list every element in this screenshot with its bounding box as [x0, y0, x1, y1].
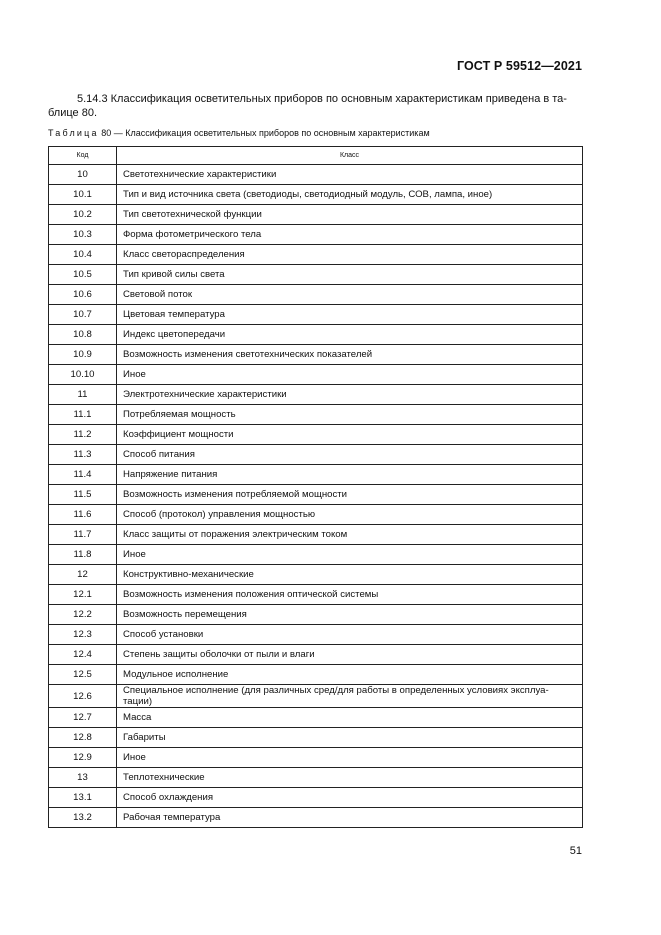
row-class: Цветовая температура: [117, 305, 583, 325]
row-code: 10.10: [49, 365, 117, 385]
row-class: Коэффициент мощности: [117, 425, 583, 445]
table-row: [49, 205, 583, 225]
row-class: Возможность изменения потребляемой мощности: [117, 485, 583, 505]
row-code: 10.6: [49, 285, 117, 305]
page-number: 51: [569, 845, 582, 857]
table-row: [49, 465, 583, 485]
row-code: 10.2: [49, 205, 117, 225]
table-row: [49, 445, 583, 465]
row-class: Способ (протокол) управления мощностью: [117, 505, 583, 525]
table-row: [49, 605, 583, 625]
row-code: 12.5: [49, 665, 117, 685]
table-row: [49, 425, 583, 445]
header-class: Класс: [117, 147, 583, 165]
row-code: 10.7: [49, 305, 117, 325]
row-class: Тип светотехнической функции: [117, 205, 583, 225]
table-row: [49, 545, 583, 565]
row-code: 11.2: [49, 425, 117, 445]
row-code: 12.1: [49, 585, 117, 605]
row-class: Иное: [117, 748, 583, 768]
row-class: Класс светораспределения: [117, 245, 583, 265]
row-code: 10.3: [49, 225, 117, 245]
table-row: [49, 708, 583, 728]
row-class: Иное: [117, 545, 583, 565]
row-class: Способ питания: [117, 445, 583, 465]
table-header-row: [49, 147, 583, 165]
row-code: 11: [49, 385, 117, 405]
table-row: [49, 625, 583, 645]
table-row: [49, 565, 583, 585]
table-body: [49, 165, 583, 828]
table-row: [49, 728, 583, 748]
row-code: 12.3: [49, 625, 117, 645]
row-class: Возможность изменения светотехнических показателей: [117, 345, 583, 365]
intro-line-1: 5.14.3 Классификация осветительных приборов по основным характеристикам приведена в та-: [77, 93, 567, 105]
table-row: [49, 405, 583, 425]
table-row: [49, 768, 583, 788]
classification-table: [48, 146, 583, 828]
row-class: Способ охлаждения: [117, 788, 583, 808]
row-class: Форма фотометрического тела: [117, 225, 583, 245]
table-row: [49, 285, 583, 305]
row-class: Специальное исполнение (для различных сред/для работы в определенных условиях эксплуа-тации): [117, 685, 583, 708]
row-class: Световой поток: [117, 285, 583, 305]
table-row: [49, 808, 583, 828]
row-class: Степень защиты оболочки от пыли и влаги: [117, 645, 583, 665]
row-class: Модульное исполнение: [117, 665, 583, 685]
intro-line-2: блице 80.: [48, 107, 98, 119]
table-row: [49, 345, 583, 365]
table-row: [49, 525, 583, 545]
row-class: Светотехнические характеристики: [117, 165, 583, 185]
row-code: 11.8: [49, 545, 117, 565]
row-class: Индекс цветопередачи: [117, 325, 583, 345]
row-class: Возможность изменения положения оптической системы: [117, 585, 583, 605]
row-code: 10.1: [49, 185, 117, 205]
row-code: 10.8: [49, 325, 117, 345]
row-class: Рабочая температура: [117, 808, 583, 828]
row-class: Теплотехнические: [117, 768, 583, 788]
intro-paragraph: [48, 92, 584, 120]
row-code: 13: [49, 768, 117, 788]
row-code: 11.6: [49, 505, 117, 525]
row-class: Напряжение питания: [117, 465, 583, 485]
row-class: Электротехнические характеристики: [117, 385, 583, 405]
table-row: [49, 365, 583, 385]
table-caption: [48, 128, 588, 138]
table-caption-text: 80 — Классификация осветительных приборов по основным характеристикам: [98, 128, 430, 138]
row-code: 12.2: [49, 605, 117, 625]
document-header: ГОСТ Р 59512—2021: [456, 59, 582, 73]
row-code: 12.9: [49, 748, 117, 768]
row-code: 11.1: [49, 405, 117, 425]
row-class: Масса: [117, 708, 583, 728]
table-row: [49, 665, 583, 685]
row-code: 10: [49, 165, 117, 185]
row-class: Иное: [117, 365, 583, 385]
row-code: 12: [49, 565, 117, 585]
row-code: 12.8: [49, 728, 117, 748]
row-code: 10.9: [49, 345, 117, 365]
row-code: 12.4: [49, 645, 117, 665]
table-row: [49, 325, 583, 345]
table-row: [49, 265, 583, 285]
row-code: 11.7: [49, 525, 117, 545]
row-code: 10.5: [49, 265, 117, 285]
table-row: [49, 685, 583, 708]
row-code: 11.5: [49, 485, 117, 505]
row-code: 12.6: [49, 685, 117, 708]
row-class: Тип кривой силы света: [117, 265, 583, 285]
table-row: [49, 748, 583, 768]
header-code: Код: [49, 147, 117, 165]
row-class: Способ установки: [117, 625, 583, 645]
table-row: [49, 585, 583, 605]
row-class: Тип и вид источника света (светодиоды, светодиодный модуль, СОВ, лампа, иное): [117, 185, 583, 205]
table-row: [49, 645, 583, 665]
row-code: 12.7: [49, 708, 117, 728]
table-row: [49, 505, 583, 525]
row-code: 11.3: [49, 445, 117, 465]
table-row: [49, 485, 583, 505]
row-class: Габариты: [117, 728, 583, 748]
row-class: Возможность перемещения: [117, 605, 583, 625]
table-row: [49, 245, 583, 265]
table-row: [49, 185, 583, 205]
table-row: [49, 165, 583, 185]
row-code: 13.1: [49, 788, 117, 808]
table-row: [49, 225, 583, 245]
table-row: [49, 788, 583, 808]
table-row: [49, 305, 583, 325]
row-class: Класс защиты от поражения электрическим током: [117, 525, 583, 545]
row-class: Конструктивно-механические: [117, 565, 583, 585]
table-caption-label: Таблица: [48, 128, 99, 138]
table-row: [49, 385, 583, 405]
row-code: 11.4: [49, 465, 117, 485]
row-code: 10.4: [49, 245, 117, 265]
row-class: Потребляемая мощность: [117, 405, 583, 425]
row-code: 13.2: [49, 808, 117, 828]
